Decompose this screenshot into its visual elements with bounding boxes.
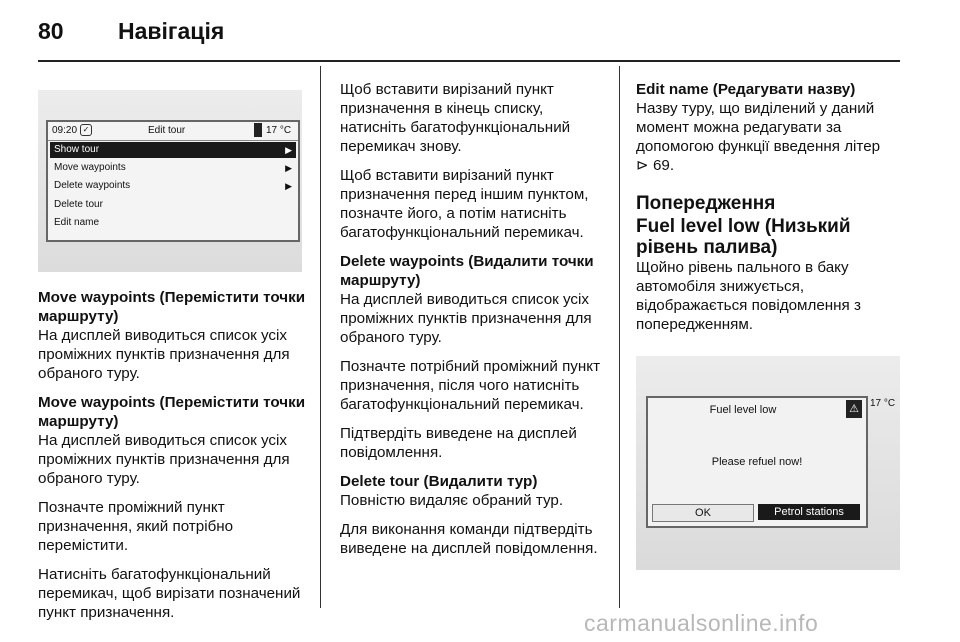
- chevron-right-icon: ▶: [285, 181, 292, 191]
- column-divider: [320, 66, 321, 608]
- section-heading: Delete tour (Видалити тур): [340, 473, 538, 490]
- clock-time: 09:20: [52, 125, 78, 136]
- paragraph: На дисплей виводиться список усіх проміжних пунктів призначення для обраного туру.: [38, 432, 290, 487]
- ok-button[interactable]: OK: [652, 504, 754, 522]
- page-title: Навігація: [118, 18, 225, 44]
- paragraph: Підтвердіть виведене на дисплей повідомлення.: [340, 425, 577, 461]
- check-icon: ✓: [80, 124, 92, 136]
- thermometer-icon: [254, 123, 262, 137]
- page-reference-icon: ⊳: [636, 157, 649, 174]
- fuel-warning-screen: [646, 396, 868, 528]
- menu-item-label: Show tour: [54, 144, 100, 155]
- page-header: [38, 14, 918, 60]
- section-heading: Move waypoints (Перемістити точки маршруту): [38, 289, 306, 325]
- section-heading: Move waypoints (Перемістити точки маршруту): [38, 394, 306, 430]
- paragraph: Щоб вставити вирізаний пункт призначення в кінець списку, натисніть багатофункціональний перемикач знову.: [340, 81, 571, 155]
- outside-temperature: 17 °C: [870, 398, 896, 409]
- chevron-right-icon: ▶: [285, 163, 292, 173]
- menu-item-move-waypoints[interactable]: [50, 160, 296, 176]
- section-heading: Edit name (Редагувати назву): [636, 81, 856, 98]
- fuel-warning-screen-figure: [636, 356, 900, 570]
- menu-item-label: Edit name: [54, 217, 100, 228]
- dialog-message: Please refuel now!: [711, 456, 803, 468]
- status-bar: [48, 122, 298, 141]
- dialog-title: Fuel level low: [709, 404, 777, 416]
- petrol-stations-button[interactable]: Petrol stations: [758, 504, 860, 520]
- column-2: [340, 80, 608, 568]
- paragraph: Щоб вставити вирізаний пункт призначення перед іншим пунктом, позначте його, а потім натисніть багатофункціональний перемикач.: [340, 167, 589, 241]
- menu-item-show-tour[interactable]: [50, 142, 296, 158]
- paragraph: На дисплей виводиться список усіх проміжних пунктів призначення для обраного туру.: [38, 327, 290, 382]
- edit-tour-screen-figure: [38, 90, 302, 272]
- menu-item-delete-tour[interactable]: [50, 197, 296, 213]
- paragraph: Повністю видаляє обраний тур.: [340, 492, 564, 509]
- menu-item-edit-name[interactable]: [50, 215, 296, 231]
- paragraph-text: Назву туру, що виділений у даний момент можна редагувати за допомогою функції введення літер: [636, 100, 881, 155]
- column-1: [38, 70, 306, 632]
- warning-icon: ⚠: [846, 400, 862, 418]
- paragraph: [636, 99, 906, 175]
- section-heading: Delete waypoints (Видалити точки маршруту): [340, 253, 594, 289]
- column-3: [636, 80, 906, 570]
- menu-item-label: Move waypoints: [54, 162, 126, 173]
- paragraph: Щойно рівень пального в баку автомобіля знижується, відображається повідомлення з попередженням.: [636, 259, 861, 333]
- menu-item-label: Delete tour: [54, 199, 103, 210]
- chevron-right-icon: ▶: [285, 145, 292, 155]
- paragraph: Для виконання команди підтвердіть виведене на дисплей повідомлення.: [340, 521, 598, 557]
- paragraph: Позначте проміжний пункт призначення, який потрібно перемістити.: [38, 499, 234, 554]
- outside-temperature: 17 °C: [266, 125, 292, 136]
- column-divider: [619, 66, 620, 608]
- menu-item-delete-waypoints[interactable]: [50, 178, 296, 194]
- menu-item-label: Delete waypoints: [54, 180, 131, 191]
- paragraph: Позначте потрібний проміжний пункт призначення, після чого натисніть багатофункціональний перемикач.: [340, 358, 601, 413]
- header-divider: [38, 60, 900, 62]
- page-number: 80: [38, 18, 64, 44]
- paragraph: На дисплей виводиться список усіх проміжних пунктів призначення для обраного туру.: [340, 291, 592, 346]
- edit-tour-screen: [46, 120, 300, 242]
- section-title: Попередження: [636, 193, 776, 214]
- page-reference[interactable]: 69.: [652, 157, 675, 174]
- watermark: carmanualsonline.info: [584, 610, 819, 636]
- section-subtitle: Fuel level low (Низький рівень палива): [636, 216, 851, 258]
- screen-title: Edit tour: [148, 125, 186, 136]
- paragraph: Натисніть багатофункціональний перемикач, щоб вирізати позначений пункт призначення.: [38, 566, 301, 621]
